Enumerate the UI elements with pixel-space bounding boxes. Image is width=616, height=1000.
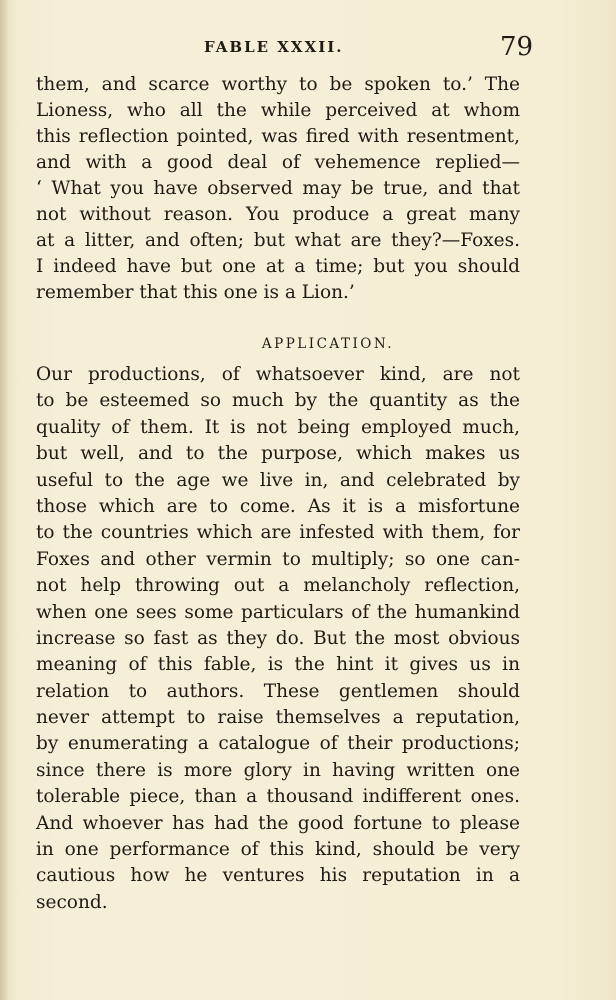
application-heading: APPLICATION. [261,336,395,352]
text-line: but well, and to the purpose, which makes us [36,443,520,465]
application-text [36,362,520,916]
text-line: this reflection pointed, was fired with resentment, [36,126,520,147]
page-gutter [0,0,8,1000]
text-line: to be esteemed so much by the quantity as the [36,390,520,412]
text-line: them, and scarce worthy to be spoken to.’ The [36,74,520,95]
text-line: I indeed have but one at a time; but you should [36,256,520,277]
text-line: not without reason. You produce a great many [36,204,520,225]
text-line: tolerable piece, than a thousand indifferent ones. [36,786,520,808]
text-line: relation to authors. These gentlemen should [36,680,520,702]
text-line: useful to the age we live in, and celebrated by [36,469,520,491]
text-line: not help throwing out a melancholy reflection, [36,575,520,597]
text-line: quality of them. It is not being employed much, [36,416,520,438]
text-line: meaning of this fable, is the hint it gives us in [36,654,520,676]
text-line: Lioness, who all the while perceived at whom [36,100,520,121]
text-line: Foxes and other vermin to multiply; so one can- [36,548,520,570]
text-line: increase so fast as they do. But the most obvious [36,627,520,649]
text-line: second. [36,891,108,913]
text-line: never attempt to raise themselves a reputation, [36,707,520,729]
text-line: and with a good deal of vehemence replied— [36,152,520,173]
text-line: And whoever has had the good fortune to please [36,812,520,834]
page-number: 79 [500,32,534,62]
text-line: since there is more glory in having written one [36,759,520,781]
text-line: by enumerating a catalogue of their productions; [36,733,520,755]
text-line: in one performance of this kind, should be very [36,839,520,861]
text-line: cautious how he ventures his reputation in a [36,865,520,887]
text-line: Our productions, of whatsoever kind, are not [36,364,520,385]
fable-text [36,72,520,306]
text-line: those which are to come. As it is a misfortune [36,495,520,517]
text-line: remember that this one is a Lion.’ [36,282,355,303]
running-head: FABLE XXXII. [204,38,344,56]
text-line: ‘ What you have observed may be true, and that [36,178,520,199]
text-line: at a litter, and often; but what are they?—Foxes. [36,230,520,251]
text-line: when one sees some particulars of the humankind [36,601,520,623]
text-line: to the countries which are infested with them, for [36,522,520,544]
page-header [0,30,616,64]
